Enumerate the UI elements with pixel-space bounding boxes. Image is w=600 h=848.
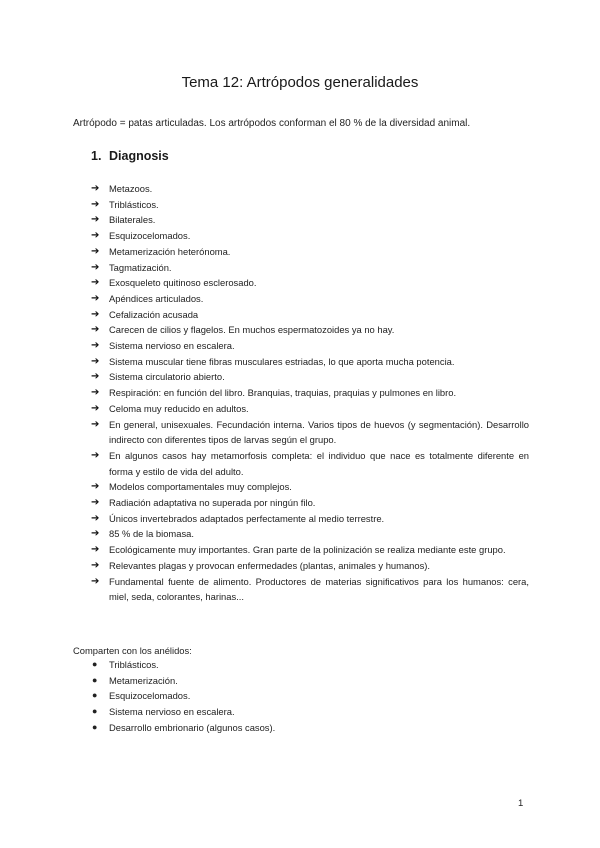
arrow-icon: ➔ <box>91 230 100 242</box>
arrow-icon: ➔ <box>91 324 100 336</box>
list-item-text: Respiración: en función del libro. Branquias, traquias, praquias y pulmones en libro. <box>109 387 457 399</box>
list-item <box>91 558 529 574</box>
arrow-icon: ➔ <box>91 559 100 571</box>
list-item-text: Fundamental fuente de alimento. Productores de materias significativos para los humanos: cera, miel, seda, colorantes, harinas... <box>109 575 529 603</box>
list-item-text: Metamerización heterónoma. <box>109 245 231 257</box>
list-item <box>91 704 521 720</box>
list-item-text: Apéndices articulados. <box>109 292 204 304</box>
arrow-icon: ➔ <box>91 277 100 289</box>
bullet-icon: ● <box>92 674 98 685</box>
arrow-icon: ➔ <box>91 245 100 257</box>
list-item <box>91 354 529 370</box>
list-item-text: Radiación adaptativa no superada por ningún filo. <box>109 497 316 509</box>
list-item <box>91 260 529 276</box>
list-item <box>91 385 529 401</box>
list-item-text: Desarrollo embrionario (algunos casos). <box>109 721 276 733</box>
page-number: 1 <box>518 798 524 809</box>
list-item <box>91 369 529 385</box>
list-item-text: En algunos casos hay metamorfosis completa: el individuo que nace es totalmente diferente en forma y estilo de vida del adulto. <box>109 449 529 477</box>
bullet-icon: ● <box>92 659 98 669</box>
list-item-text: Exosqueleto quitinoso esclerosado. <box>109 277 257 289</box>
bullet-icon: ● <box>92 690 98 701</box>
list-item-text: 85 % de la biomasa. <box>109 528 194 540</box>
list-item-text: Sistema circulatorio abierto. <box>109 371 225 383</box>
list-item-text: Metazoos. <box>109 183 153 194</box>
list-item <box>91 448 529 479</box>
section-title: Diagnosis <box>109 149 169 163</box>
list-item-text: Esquizocelomados. <box>109 690 191 702</box>
list-item-text: Triblásticos. <box>109 659 159 670</box>
intro-paragraph: Artrópodo = patas articuladas. Los artrópodos conforman el 80 % de la diversidad animal. <box>73 118 471 129</box>
arrow-icon: ➔ <box>91 214 100 226</box>
arrow-icon: ➔ <box>91 449 100 461</box>
page-title: Tema 12: Artrópodos generalidades <box>181 74 419 91</box>
list-item-text: Relevantes plagas y provocan enfermedades (plantas, animales y humanos). <box>109 559 431 571</box>
bullet-icon: ● <box>92 706 98 717</box>
list-item-text: Carecen de cilios y flagelos. En muchos espermatozoides ya no hay. <box>109 324 395 336</box>
arrow-icon: ➔ <box>91 355 100 367</box>
list-item <box>91 228 529 244</box>
list-item <box>91 511 529 527</box>
arrow-icon: ➔ <box>91 497 100 509</box>
list-item <box>91 338 529 354</box>
arrow-icon: ➔ <box>91 575 100 587</box>
list-item <box>91 417 529 448</box>
list-item <box>91 212 529 228</box>
list-item <box>91 401 529 417</box>
arrow-icon: ➔ <box>91 528 100 540</box>
list-item <box>91 688 521 704</box>
list-item <box>91 526 529 542</box>
list-item-text: Únicos invertebrados adaptados perfectamente al medio terrestre. <box>109 512 385 524</box>
arrow-icon: ➔ <box>91 308 100 320</box>
shared-intro: Comparten con los anélidos: <box>73 645 192 656</box>
list-item <box>91 307 529 323</box>
arrow-icon: ➔ <box>91 371 100 383</box>
list-item <box>91 673 521 689</box>
arrow-icon: ➔ <box>91 261 100 273</box>
list-item-text: En general, unisexuales. Fecundación interna. Varios tipos de huevos (y segmentación). Desarrollo indirecto con diferentes tipos de larvas según el grupo. <box>109 418 529 446</box>
list-item-text: Sistema nervioso en escalera. <box>109 706 235 718</box>
list-item <box>91 275 529 291</box>
list-item-text: Esquizocelomados. <box>109 230 191 242</box>
arrow-icon: ➔ <box>91 387 100 399</box>
shared-traits-list <box>91 657 521 736</box>
list-item-text: Bilaterales. <box>109 214 156 226</box>
list-item <box>91 197 529 213</box>
arrow-icon: ➔ <box>91 481 100 493</box>
arrow-icon: ➔ <box>91 292 100 304</box>
arrow-icon: ➔ <box>91 340 100 352</box>
list-item <box>91 574 529 605</box>
arrow-icon: ➔ <box>91 402 100 414</box>
bullet-icon: ● <box>92 721 98 732</box>
list-item <box>91 657 521 673</box>
list-item-text: Sistema muscular tiene fibras musculares estriadas, lo que aporta mucha potencia. <box>109 355 455 367</box>
list-item-text: Metamerización. <box>109 674 178 686</box>
list-item-text: Tagmatización. <box>109 261 172 273</box>
list-item <box>91 291 529 307</box>
list-item-text: Triblásticos. <box>109 198 159 210</box>
list-item <box>91 479 529 495</box>
list-item <box>91 244 529 260</box>
list-item <box>91 542 529 558</box>
arrow-icon: ➔ <box>91 183 100 194</box>
arrow-icon: ➔ <box>91 544 100 556</box>
list-item <box>91 495 529 511</box>
arrow-icon: ➔ <box>91 418 100 430</box>
list-item-text: Celoma muy reducido en adultos. <box>109 402 249 414</box>
arrow-icon: ➔ <box>91 198 100 210</box>
list-item-text: Cefalización acusada <box>109 308 199 320</box>
section-heading-diagnosis <box>91 149 169 163</box>
list-item-text: Ecológicamente muy importantes. Gran parte de la polinización se realiza mediante este grupo. <box>109 544 506 556</box>
diagnosis-list <box>91 181 529 605</box>
section-number: 1. <box>91 149 102 163</box>
list-item <box>91 181 529 197</box>
list-item-text: Modelos comportamentales muy complejos. <box>109 481 292 493</box>
arrow-icon: ➔ <box>91 512 100 524</box>
list-item <box>91 720 521 736</box>
list-item-text: Sistema nervioso en escalera. <box>109 340 235 352</box>
list-item <box>91 322 529 338</box>
